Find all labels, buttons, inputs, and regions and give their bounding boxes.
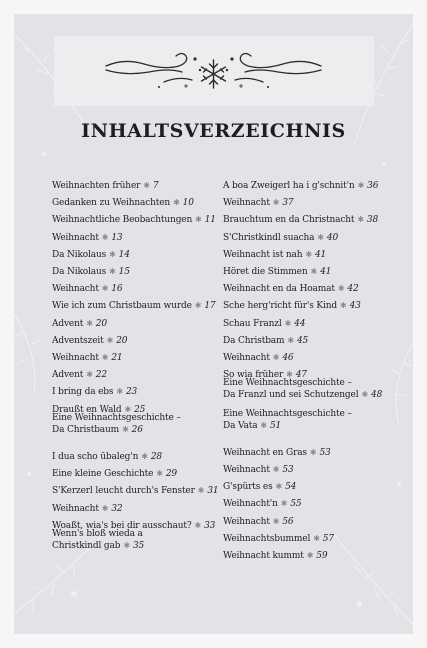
toc-page-number: 44 (294, 318, 306, 329)
snowflake-separator-icon: ✱ (313, 533, 320, 543)
toc-entry-title: Advent (52, 370, 84, 381)
toc-page-number: 55 (290, 499, 302, 510)
toc-entry-title: G'spürts es (223, 482, 273, 493)
snowflake-separator-icon: ✱ (305, 249, 312, 259)
toc-page-number: 45 (296, 335, 309, 346)
toc-entry-title: Weihnacht (52, 503, 99, 514)
toc-entry-title: Da Franzl und sei Schutzengel (223, 390, 359, 401)
toc-entry-title: Da Christbam (223, 335, 285, 346)
toc-entry (52, 249, 130, 261)
toc-page-number: 47 (295, 370, 307, 381)
snowflake-separator-icon: ✱ (86, 370, 93, 380)
toc-entry-title: S'Christkindl suacha (223, 232, 315, 243)
toc-entry-title: Eine Weihnachtsgeschichte – (223, 378, 352, 389)
toc-page-number: 51 (269, 420, 282, 431)
toc-entry (223, 214, 378, 226)
snowflake-separator-icon: ✱ (101, 284, 109, 294)
toc-entry-title: Weihnacht ist nah (223, 249, 303, 260)
toc-entry (223, 409, 352, 432)
snowflake-separator-icon: ✱ (286, 370, 293, 380)
toc-entry (52, 503, 123, 515)
toc-entry-title: Weihnacht (52, 284, 99, 295)
snowflake-ornament (14, 14, 413, 114)
toc-page-number: 22 (95, 370, 107, 381)
snowflake-separator-icon: ✱ (143, 181, 150, 190)
toc-entry (52, 485, 218, 497)
snowflake-separator-icon: ✱ (272, 465, 280, 474)
toc-page-number: 53 (282, 465, 294, 475)
toc-entry (52, 529, 144, 552)
toc-entry (223, 498, 301, 510)
toc-page-number: 35 (132, 541, 145, 551)
toc-page-number: 32 (111, 503, 123, 514)
toc-entry-title: Wie ich zum Christbaum wurde (52, 301, 192, 312)
toc-page-number: 21 (111, 353, 123, 363)
toc-page-number: 15 (118, 267, 130, 277)
toc-entry-title: Weihnachten früher (52, 181, 141, 191)
toc-entry-title: Höret die Stimmen (223, 267, 308, 277)
snowflake-separator-icon: ✱ (116, 387, 123, 397)
toc-entry-title: Weihnacht (223, 353, 270, 363)
snowflake-separator-icon: ✱ (357, 181, 365, 190)
toc-page-number: 20 (95, 318, 107, 329)
toc-entry-title: Da Christbaum (52, 424, 120, 435)
toc-entry (52, 214, 216, 226)
snowflake-separator-icon: ✱ (123, 541, 130, 550)
toc-entry-title: Eine Weihnachtsgeschichte – (52, 412, 181, 423)
toc-page-number: 20 (116, 335, 128, 346)
snowflake-separator-icon: ✱ (287, 335, 294, 345)
toc-entry (223, 283, 359, 295)
toc-entry-title: Weihnacht (52, 353, 99, 363)
snowflake-separator-icon: ✱ (156, 469, 163, 479)
snowflake-separator-icon: ✱ (284, 318, 292, 328)
toc-entry-title: Weihnacht (223, 516, 270, 527)
toc-page-number: 31 (207, 486, 219, 497)
toc-entry-title: So wia früher (223, 370, 284, 381)
toc-entry-title: Eine Weihnachtsgeschichte – (223, 408, 352, 419)
snowflake-separator-icon: ✱ (101, 232, 109, 242)
toc-entry (52, 386, 137, 398)
toc-entry-title: Adventszeit (52, 335, 104, 346)
toc-page-number: 10 (182, 198, 194, 209)
toc-entry-title: I dua scho ūbaleg'n (52, 452, 139, 462)
toc-entry-title: Weihnachtliche Beobachtungen (52, 215, 193, 226)
toc-entry-title: Da Vata (223, 420, 258, 431)
toc-entry (223, 232, 338, 244)
toc-entry (223, 516, 294, 528)
snowflake-separator-icon: ✱ (109, 249, 116, 259)
toc-entry (223, 318, 305, 330)
toc-page-number: 33 (204, 520, 216, 531)
toc-page-number: 48 (371, 390, 383, 401)
toc-page-number: 7 (152, 181, 159, 191)
snowflake-separator-icon: ✱ (197, 486, 205, 496)
toc-entry (52, 451, 162, 463)
toc-page-number: 43 (349, 301, 361, 312)
toc-page-number: 41 (320, 267, 332, 277)
toc-entry (223, 533, 334, 545)
toc-page-number: 23 (125, 387, 138, 398)
toc-entry (52, 413, 181, 436)
snowflake-separator-icon: ✱ (272, 516, 280, 526)
snowflake-separator-icon: ✱ (173, 198, 180, 208)
snowflake-separator-icon: ✱ (101, 503, 109, 513)
snowflake-separator-icon: ✱ (306, 551, 314, 560)
snowflake-separator-icon: ✱ (101, 353, 109, 362)
toc-page-number: 40 (326, 232, 339, 243)
toc-entry (223, 335, 308, 347)
toc-entry (223, 378, 382, 401)
toc-page-number: 54 (285, 482, 297, 493)
snowflake-separator-icon: ✱ (109, 267, 116, 276)
toc-page-number: 59 (316, 551, 328, 561)
toc-entry (223, 197, 294, 209)
toc-page-number: 11 (204, 215, 216, 226)
snowflake-separator-icon: ✱ (122, 424, 129, 434)
toc-page-number: 13 (111, 232, 123, 243)
snowflake-separator-icon: ✱ (141, 452, 148, 461)
toc-entry-title: Sche herg'richt für's Kind (223, 301, 337, 312)
toc-page-number: 14 (118, 249, 130, 260)
toc-entry (223, 550, 327, 562)
toc-entry (223, 481, 296, 493)
snowflake-separator-icon: ✱ (194, 301, 202, 311)
snowflake-separator-icon: ✱ (317, 232, 324, 242)
toc-entry-title: Christkindl gab (52, 541, 121, 551)
snowflake-separator-icon: ✱ (124, 404, 132, 414)
toc-entry-title: Weihnacht en Gras (223, 447, 307, 458)
toc-entry (52, 283, 123, 295)
snowflake-separator-icon: ✱ (361, 390, 368, 400)
snowflake-separator-icon: ✱ (195, 215, 202, 225)
toc-page-number: 25 (134, 404, 146, 415)
toc-entry-title: Weihnacht'n (223, 499, 278, 510)
toc-entry-title: Da Nikolaus (52, 267, 107, 277)
toc-page-number: 28 (150, 452, 162, 462)
toc-page-number: 42 (347, 284, 359, 295)
toc-page-number: 17 (204, 301, 216, 312)
toc-entry-title: Eine kleine Geschichte (52, 469, 154, 480)
toc-entry (223, 180, 378, 192)
snowflake-separator-icon: ✱ (106, 335, 114, 345)
toc-page-number: 46 (282, 353, 294, 363)
toc-entry-title: Weihnacht en da Hoamat (223, 284, 335, 295)
toc-entry-title: Wenn's bloß wieda a (52, 529, 143, 539)
toc-entry (223, 352, 294, 364)
toc-entry-title: Weihnachtsbummel (223, 533, 311, 544)
toc-entry (223, 249, 326, 261)
snowflake-separator-icon: ✱ (280, 499, 288, 509)
snowflake-separator-icon: ✱ (337, 284, 345, 294)
toc-entry (223, 300, 361, 312)
toc-entry-title: Brauchtum en da Christnacht (223, 215, 355, 226)
snowflake-separator-icon: ✱ (194, 520, 202, 530)
toc-entry (223, 266, 331, 278)
toc-page-number: 29 (165, 469, 177, 480)
toc-entry-title: Da Nikolaus (52, 249, 107, 260)
snowflake-separator-icon: ✱ (260, 420, 267, 430)
toc-entry (52, 318, 107, 330)
toc-entry-title: Weihnacht (223, 465, 270, 475)
toc-entry (52, 352, 123, 364)
snowflake-separator-icon: ✱ (272, 353, 280, 362)
toc-entry-title: S'Kerzerl leucht durch's Fenster (52, 486, 195, 497)
toc-page-number: 56 (282, 516, 294, 527)
toc-page-number: 37 (282, 198, 294, 209)
snowflake-separator-icon: ✱ (309, 447, 317, 457)
toc-page-number: 38 (366, 215, 379, 226)
toc-page-number: 36 (367, 181, 379, 191)
toc-entry-title: Weihnacht kummt (223, 551, 304, 561)
toc-entry-title: Weihnacht (52, 232, 99, 243)
toc-page-number: 53 (319, 447, 331, 458)
toc-entry (223, 447, 331, 459)
snowflake-separator-icon: ✱ (340, 301, 347, 311)
toc-entry (52, 232, 123, 244)
toc-entry-title: Gedanken zu Weihnachten (52, 198, 171, 209)
toc-entry (52, 197, 194, 209)
toc-entry (52, 180, 158, 192)
toc-entry (52, 300, 216, 312)
snowflake-separator-icon: ✱ (357, 215, 364, 225)
toc-entry-title: A boa Zweigerl ha i g'schnit'n (223, 181, 355, 191)
toc-page-number: 16 (111, 284, 123, 295)
book-page (14, 14, 413, 634)
snowflake-separator-icon: ✱ (86, 318, 93, 328)
toc-page-number: 57 (322, 533, 334, 544)
toc-entry (52, 369, 107, 381)
toc-entry-title: Advent (52, 318, 84, 329)
toc-entry (52, 468, 177, 480)
toc-entry-title: Weihnacht (223, 198, 270, 209)
toc-entry-title: Schau Franzl (223, 318, 282, 329)
toc-entry (52, 266, 130, 278)
toc-entry-title: Draußt en Wald (52, 404, 122, 415)
page-title: INHALTSVERZEICHNIS (81, 120, 346, 142)
toc-entry-title: Woaßt, wia's bei dir ausschaut? (52, 520, 192, 531)
snowflake-separator-icon: ✱ (310, 267, 318, 276)
snowflake-separator-icon: ✱ (275, 482, 283, 492)
toc-page-number: 26 (131, 424, 143, 435)
toc-page-number: 41 (314, 249, 327, 260)
toc-entry-title: I bring da ebs (52, 387, 114, 398)
toc-entry (223, 464, 294, 476)
toc-entry (52, 335, 127, 347)
snowflake-separator-icon: ✱ (272, 198, 280, 208)
